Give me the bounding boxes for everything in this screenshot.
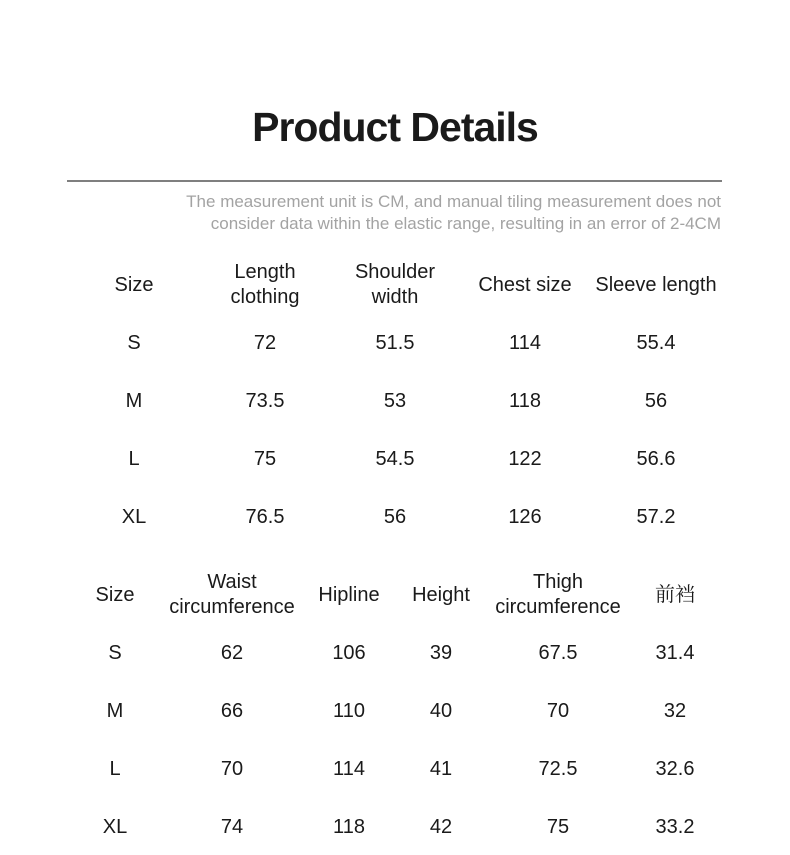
table-cell: 114: [509, 331, 541, 354]
table-cell: 53: [383, 389, 407, 412]
table-cell: 70: [220, 757, 244, 780]
table-cell: 72.5: [538, 757, 578, 780]
table-cell: 41: [429, 757, 453, 780]
table-cell: 114: [333, 757, 365, 780]
table-cell: 67.5: [538, 641, 578, 664]
column-header: Waist circumference: [169, 571, 295, 618]
column-header: Hipline: [318, 583, 380, 606]
table-cell: 62: [220, 641, 244, 664]
table-cell: 56.6: [636, 447, 676, 470]
size-label: M: [125, 389, 143, 412]
table-cell: 72: [253, 331, 277, 354]
table-cell: 74: [220, 815, 244, 838]
table-cell: 51.5: [375, 331, 415, 354]
table-cell: 73.5: [245, 389, 285, 412]
table-cell: 56: [383, 505, 407, 528]
table-cell: 70: [546, 699, 570, 722]
table-cell: 54.5: [375, 447, 415, 470]
table-cell: 56: [644, 389, 668, 412]
table-cell: 106: [332, 641, 366, 664]
column-header: Thigh circumference: [495, 571, 621, 618]
column-header: Length clothing: [230, 261, 300, 308]
table-cell: 42: [429, 815, 453, 838]
column-header: Size: [114, 273, 154, 296]
size-label: L: [128, 447, 140, 470]
table-cell: 40: [429, 699, 453, 722]
size-label: XL: [121, 505, 147, 528]
table-cell: 126: [508, 505, 542, 528]
table-cell: 118: [509, 389, 541, 412]
column-header: Shoulder width: [354, 261, 436, 308]
table-cell: 66: [220, 699, 244, 722]
column-header: Chest size: [478, 273, 572, 296]
column-header: Size: [95, 583, 135, 606]
table-cell: 33.2: [655, 815, 695, 838]
column-header: Sleeve length: [595, 273, 717, 296]
table-cell: 32: [663, 699, 687, 722]
size-label: L: [109, 757, 121, 780]
table-cell: 39: [429, 641, 453, 664]
table-cell: 110: [333, 699, 365, 722]
table-cell: 32.6: [655, 757, 695, 780]
size-label: S: [108, 641, 122, 664]
column-header: 前裆: [655, 583, 695, 606]
table-cell: 75: [253, 447, 277, 470]
size-label: S: [127, 331, 141, 354]
page-title: Product Details: [252, 104, 538, 150]
table-cell: 55.4: [636, 331, 676, 354]
measurement-note: The measurement unit is CM, and manual tiling measurement does not consider data within the elastic range, resulting in an error of 2-4CM: [186, 192, 721, 233]
table-cell: 122: [508, 447, 542, 470]
table-cell: 118: [333, 815, 365, 838]
divider: [67, 180, 722, 182]
size-label: M: [106, 699, 124, 722]
size-label: XL: [102, 815, 128, 838]
column-header: Height: [412, 583, 470, 606]
table-cell: 76.5: [245, 505, 285, 528]
table-cell: 75: [546, 815, 570, 838]
table-cell: 31.4: [655, 641, 695, 664]
table-cell: 57.2: [636, 505, 676, 528]
